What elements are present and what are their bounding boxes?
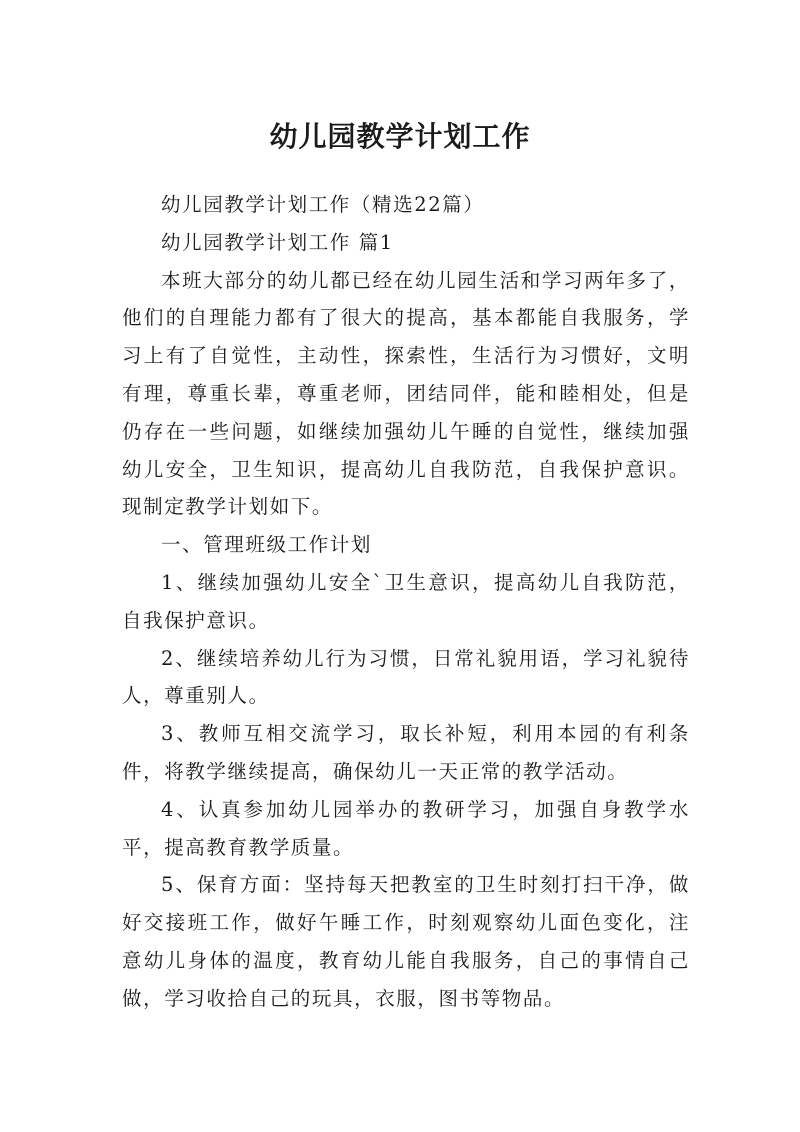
- plan-item-4: 4、认真参加幼儿园举办的教研学习，加强自身教学水平，提高教育教学质量。: [122, 797, 690, 859]
- plan-item-1: 1、继续加强幼儿安全`卫生意识，提高幼儿自我防范，自我保护意识。: [122, 570, 690, 632]
- subtitle-paragraph: 幼儿园教学计划工作（精选22篇）: [161, 193, 485, 216]
- document-body: [122, 186, 690, 1018]
- plan-heading: 一、管理班级工作计划: [161, 533, 373, 557]
- section-heading: 幼儿园教学计划工作 篇1: [161, 230, 394, 254]
- plan-item-5: 5、保育方面：坚持每天把教室的卫生时刻打扫干净，做好交接班工作，做好午睡工作，时刻观察幼儿面色变化，注意幼儿身体的温度，教育幼儿能自我服务，自己的事情自己做，学习收拾自己的玩具，衣服，图书等物品。: [122, 873, 690, 1010]
- plan-item-3: 3、教师互相交流学习，取长补短，利用本园的有利条件，将教学继续提高，确保幼儿一天正常的教学活动。: [122, 722, 690, 783]
- plan-item-2: 2、继续培养幼儿行为习惯，日常礼貌用语，学习礼貌待人，尊重别人。: [122, 646, 690, 708]
- document-title: 幼儿园教学计划工作: [269, 119, 531, 153]
- intro-paragraph: 本班大部分的幼儿都已经在幼儿园生活和学习两年多了，他们的自理能力都有了很大的提高，基本都能自我服务，学习上有了自觉性，主动性，探索性，生活行为习惯好，文明有理，尊重长辈，尊重老师，团结同伴，能和睦相处，但是仍存在一些问题，如继续加强幼儿午睡的自觉性，继续加强幼儿安全，卫生知识，提高幼儿自我防范，自我保护意识。现制定教学计划如下。: [122, 268, 690, 519]
